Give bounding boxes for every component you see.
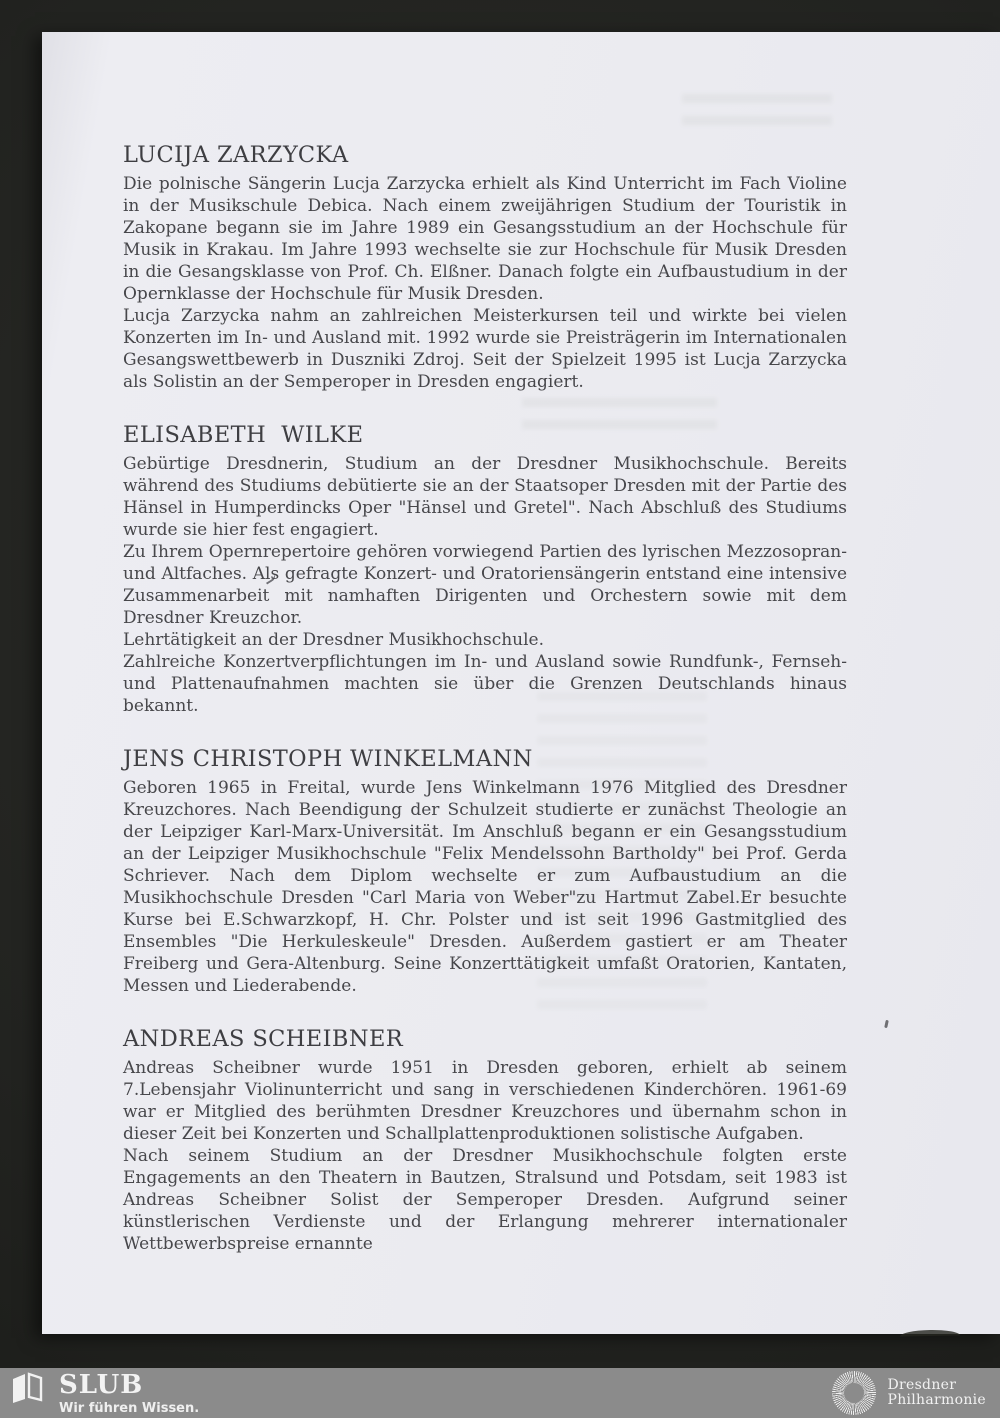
bio-paragraph: Die polnische Sängerin Lucja Zarzycka erhielt als Kind Unterricht im Fach Violine in der Musikschule Debica. Nach einem zweijährigen Studium der Touristik in Zakopane begann sie im Jahre 1989 ein Gesangsstudium an der Hochschule für Musik in Krakau. Im Jahre 1993 wechselte sie zur Hochschule für Musik Dresden in die Gesangsklasse von Prof. Ch. Elßner. Danach folgte ein Aufbaustudium in der Opernklasse der Hochschule für Musik Dresden. xyxy=(123,174,847,304)
viewer-footer-bar xyxy=(0,1368,1000,1418)
bio-paragraph: Zu Ihrem Opernrepertoire gehören vorwiegend Partien des lyrischen Mezzosopran- und Altfaches. Als gefragte Konzert- und Oratoriensängerin entstand eine intensive Zusammenarbeit mit namhaften Dirigenten und Orchestern sowie mit dem Dresdner Kreuzchor. xyxy=(123,542,847,628)
philharmonie-text xyxy=(887,1378,986,1409)
bio-paragraph: Geboren 1965 in Freital, wurde Jens Winkelmann 1976 Mitglied des Dresdner Kreuzchores. Nach Beendigung der Schulzeit studierte er zunächst Theologie an der Leipziger Karl-Marx-Universität. Im Anschluß begann er ein Gesangsstudium an der Leipziger Musikhochschule "Felix Mendelssohn Bartholdy" bei Prof. Gerda Schriever. Nach dem Diplom wechselte er zum Aufbaustudium an die Musikhochschule Dresden "Carl Maria von Weber"zu Hartmut Zabel.Er besuchte Kurse bei E.Schwarzkopf, H. Chr. Polster und ist seit 1996 Gastmitglied des Ensembles "Die Herkuleskeule" Dresden. Außerdem gastiert er am Theater Freiberg und Gera-Altenburg. Seine Konzerttätigkeit umfaßt Oratorien, Kantaten, Messen und Liederabende. xyxy=(123,778,847,996)
bio-paragraph: Lucja Zarzycka nahm an zahlreichen Meisterkursen teil und wirkte bei vielen Konzerten im In- und Ausland mit. 1992 wurde sie Preisträgerin im Internationalen Gesangswettbewerb in Duszniki Zdroj. Seit der Spielzeit 1995 ist Lucja Zarzycka als Solistin an der Semperoper in Dresden engagiert. xyxy=(123,306,847,392)
bio-section-wilke xyxy=(123,422,847,717)
section-heading: ELISABETH WILKE xyxy=(123,422,364,448)
biography-text-column xyxy=(123,142,847,1284)
section-heading: JENS CHRISTOPH WINKELMANN xyxy=(123,746,533,772)
bio-paragraph: Lehrtätigkeit an der Dresdner Musikhochschule. xyxy=(123,630,545,650)
sunburst-icon xyxy=(832,1371,876,1415)
slub-text xyxy=(59,1372,199,1416)
philharmonie-line2: Philharmonie xyxy=(887,1392,986,1408)
bio-paragraph: Nach seinem Studium an der Dresdner Musikhochschule folgten erste Engagements an den Theatern in Bautzen, Stralsund und Potsdam, seit 1983 ist Andreas Scheibner Solist der Semperoper Dresden. Aufgrund seiner künstlerischen Verdienste und der Erlangung mehrerer internationaler Wettbewerbspreise ernannte xyxy=(123,1146,847,1254)
dresdner-philharmonie-logo[interactable] xyxy=(832,1368,986,1418)
bio-section-zarzycka xyxy=(123,142,847,393)
paper-fold xyxy=(900,1329,960,1336)
slub-tagline: Wir führen Wissen. xyxy=(59,1401,200,1416)
bio-paragraph: Zahlreiche Konzertverpflichtungen im In- und Ausland sowie Rundfunk-, Fernseh- und Plattenaufnahmen machten sie über die Grenzen Deutschlands hinaus bekannt. xyxy=(123,652,847,716)
ink-speck xyxy=(884,1020,889,1028)
philharmonie-line1: Dresdner xyxy=(887,1376,957,1393)
section-heading: ANDREAS SCHEIBNER xyxy=(123,1026,404,1052)
bio-paragraph: Andreas Scheibner wurde 1951 in Dresden geboren, erhielt ab seinem 7.Lebensjahr Violinunterricht und sang in verschiedenen Kinderchören. 1961-69 war er Mitglied des berühmten Dresdner Kreuzchores und übernahm schon in dieser Zeit bei Konzerten und Schallplattenproduktionen solistische Aufgaben. xyxy=(123,1058,847,1144)
slub-wordmark: SLUB xyxy=(59,1370,144,1400)
section-heading: LUCIJA ZARZYCKA xyxy=(123,142,349,168)
bio-paragraph: Gebürtige Dresdnerin, Studium an der Dresdner Musikhochschule. Bereits während des Studiums debütierte sie an der Staatsoper Dresden mit der Partie des Hänsel in Humperdincks Oper "Hänsel und Gretel". Nach Abschluß des Studiums wurde sie hier fest engagiert. xyxy=(123,454,847,540)
bio-section-winkelmann xyxy=(123,746,847,997)
slub-logo[interactable] xyxy=(10,1368,199,1418)
reverse-side-showthrough xyxy=(682,94,832,134)
scanned-page xyxy=(42,32,1000,1334)
bio-section-scheibner xyxy=(123,1026,847,1255)
open-book-icon xyxy=(10,1372,44,1404)
